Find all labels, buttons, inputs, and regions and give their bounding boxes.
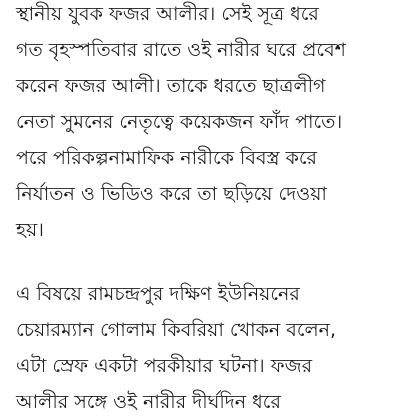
text-line: হয়। bbox=[16, 219, 44, 241]
text-line: করেন ফজর আলী। তাকে ধরতে ছাত্রলীগ bbox=[16, 75, 326, 97]
text-line: এ বিষয়ে রামচন্দ্রপুর দক্ষিণ ইউনিয়নের bbox=[16, 283, 300, 305]
text-line: নির্যাতন ও ভিডিও করে তা ছড়িয়ে দেওয়া bbox=[16, 183, 327, 205]
paragraph-spacer bbox=[16, 248, 400, 276]
text-line: স্থানীয় যুবক ফজর আলীর। সেই সূত্র ধরে bbox=[16, 3, 319, 25]
text-line: গত বৃহস্পতিবার রাতে ওই নারীর ঘরে প্রবেশ bbox=[16, 39, 346, 61]
text-line: চেয়ারম্যান গোলাম কিবরিয়া খোকন বলেন, bbox=[16, 319, 337, 341]
paragraph-2 bbox=[16, 276, 400, 420]
article-body bbox=[16, 0, 400, 420]
text-line: আলীর সঙ্গে ওই নারীর দীর্ঘদিন ধরে bbox=[16, 391, 281, 413]
text-line: এটা স্রেফ একটা পরকীয়ার ঘটনা। ফজর bbox=[16, 355, 313, 377]
paragraph-1 bbox=[16, 0, 400, 248]
text-line: নেতা সুমনের নেতৃত্বে কয়েকজন ফাঁদ পাতে। bbox=[16, 111, 343, 133]
text-line: পরে পরিকল্পনামাফিক নারীকে বিবস্ত্র করে bbox=[16, 147, 318, 169]
